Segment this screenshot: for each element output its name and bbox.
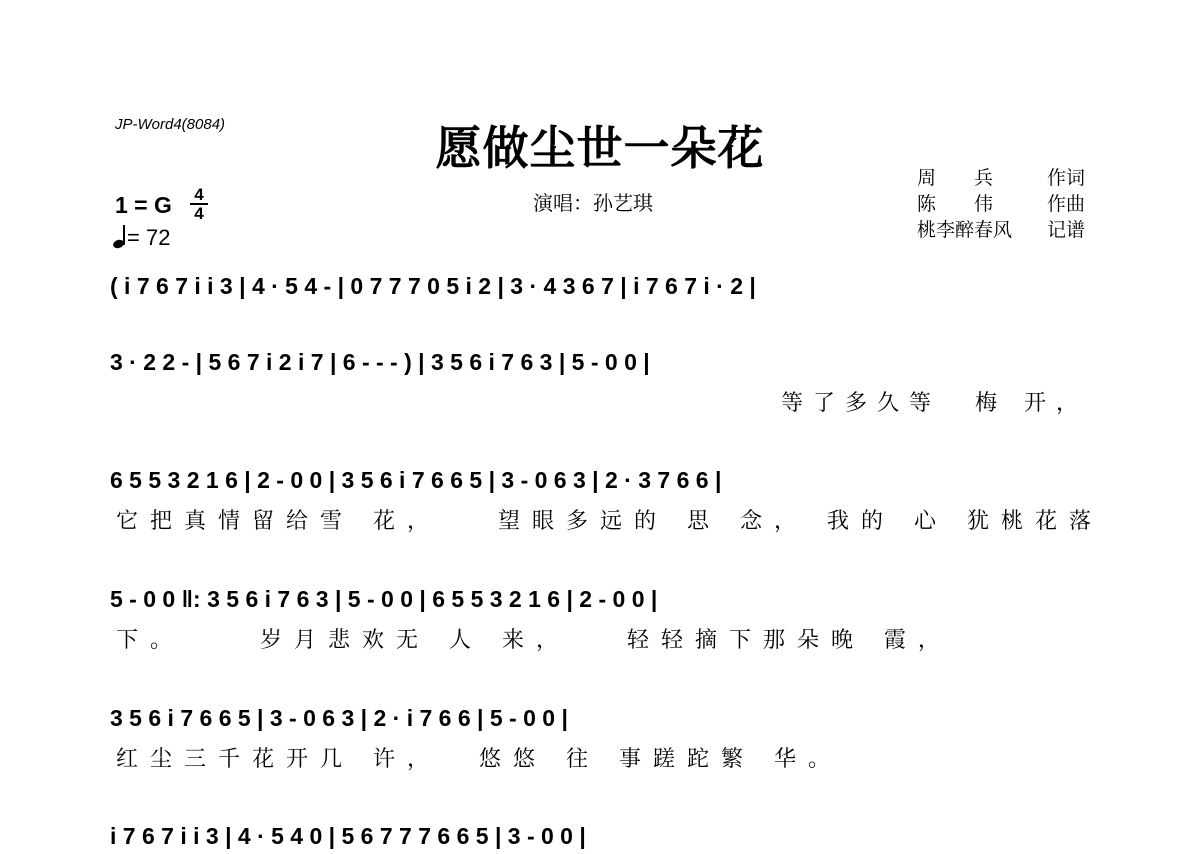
notation-row: ( i 7 6 7 i i 3 | 4 · 5 4 - | 0 7 7 7 0 5 i 2 | 3 · 4 3 6 7 | i 7 6 7 i · 2 |: [110, 272, 756, 299]
lyrics-row: 它把真情留给雪 花， 望眼多远的 思 念， 我的 心 犹桃花落: [116, 509, 1103, 534]
lyrics-row: 红尘三千花开几 许， 悠悠 往 事蹉跎繁 华。: [116, 747, 842, 772]
singer-label: 演唱：孙艺琪: [533, 191, 653, 215]
page-title: 愿做尘世一朵花: [435, 121, 765, 175]
notation-row: i 7 6 7 i i 3 | 4 · 5 4 0 | 5 6 7 7 7 6 6 5 | 3 - 0 0 |: [110, 822, 586, 849]
credit-name: 桃李醉春风: [917, 219, 1013, 241]
score-line-3: [110, 462, 1103, 562]
credit-role: 记谱: [1046, 219, 1085, 241]
lyrics-row: 等了多久等 梅 开，: [781, 391, 1088, 416]
credit-role: 作曲: [1046, 193, 1085, 215]
lyrics-row: 下。 岁月悲欢无 人 来， 轻轻摘下那朵晚 霞，: [116, 628, 952, 653]
tempo-marking: [113, 225, 170, 251]
meter-bottom: 4: [194, 204, 204, 223]
key-signature: 1 = G: [115, 192, 172, 218]
score-line-4: [110, 581, 1090, 681]
score-line-5: [110, 700, 1090, 800]
credit-transcriber: [917, 215, 1085, 242]
notation-row: 3 · 2 2 - | 5 6 7 i 2 i 7 | 6 - - - ) | 3 5 6 i 7 6 3 | 5 - 0 0 |: [110, 348, 650, 375]
credit-lyricist: [917, 163, 1085, 190]
score-line-6: [110, 818, 1090, 850]
notation-row: 3 5 6 i 7 6 6 5 | 3 - 0 6 3 | 2 · i 7 6 6 | 5 - 0 0 |: [110, 704, 568, 731]
software-label: JP-Word4(8084): [115, 116, 226, 133]
meter-top: 4: [194, 185, 204, 204]
time-signature: [188, 186, 210, 222]
credit-name: 陈 伟: [917, 193, 994, 215]
credit-role: 作词: [1046, 167, 1085, 189]
quarter-note-icon: [113, 226, 127, 248]
credit-name: 周 兵: [917, 167, 994, 189]
notation-row: 6 5 5 3 2 1 6 | 2 - 0 0 | 3 5 6 i 7 6 6 5 | 3 - 0 6 3 | 2 · 3 7 6 6 |: [110, 466, 722, 493]
notation-row: 5 - 0 0 ‖: 3 5 6 i 7 6 3 | 5 - 0 0 | 6 5 5 3 2 1 6 | 2 - 0 0 |: [110, 585, 658, 612]
tempo-value: = 72: [127, 225, 171, 250]
score-line-2: [110, 344, 1090, 444]
credit-composer: [917, 189, 1085, 216]
